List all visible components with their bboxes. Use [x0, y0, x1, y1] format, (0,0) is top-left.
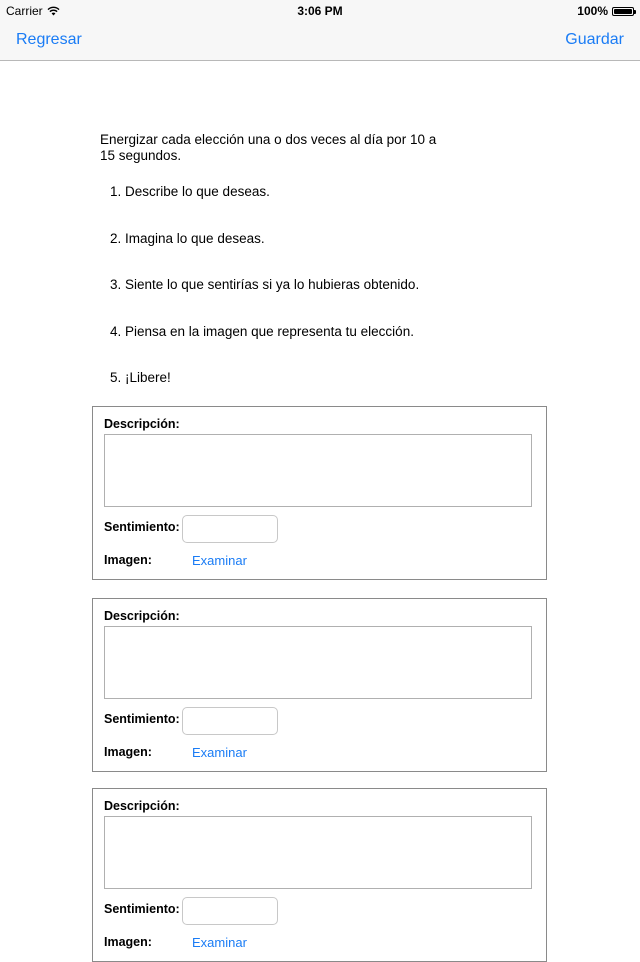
save-button[interactable]: Guardar	[565, 31, 624, 48]
choice-card	[92, 598, 547, 772]
feeling-input[interactable]	[182, 707, 278, 735]
status-bar	[0, 0, 640, 22]
step-item: 2. Imagina lo que deseas.	[110, 231, 265, 246]
image-label: Imagen:	[104, 745, 152, 759]
description-label: Descripción:	[104, 417, 180, 431]
feeling-label: Sentimiento:	[104, 902, 180, 916]
instructions-intro: Energizar cada elección una o dos veces al día por 10 a 15 segundos.	[100, 132, 437, 163]
back-button[interactable]: Regresar	[16, 31, 82, 48]
description-label: Descripción:	[104, 799, 180, 813]
navigation-bar	[0, 22, 640, 61]
status-time: 3:06 PM	[297, 4, 343, 18]
browse-image-button[interactable]: Examinar	[192, 745, 247, 760]
description-textarea[interactable]	[104, 816, 532, 889]
description-textarea[interactable]	[104, 626, 532, 699]
battery-indicator	[577, 4, 634, 18]
step-item: 5. ¡Libere!	[110, 370, 171, 385]
battery-icon	[612, 7, 634, 16]
feeling-input[interactable]	[182, 515, 278, 543]
description-label: Descripción:	[104, 609, 180, 623]
feeling-label: Sentimiento:	[104, 520, 180, 534]
browse-image-button[interactable]: Examinar	[192, 935, 247, 950]
battery-percent: 100%	[577, 4, 608, 18]
carrier-label: Carrier	[6, 4, 43, 18]
browse-image-button[interactable]: Examinar	[192, 553, 247, 568]
description-textarea[interactable]	[104, 434, 532, 507]
image-label: Imagen:	[104, 553, 152, 567]
feeling-label: Sentimiento:	[104, 712, 180, 726]
step-item: 3. Siente lo que sentirías si ya lo hubieras obtenido.	[110, 277, 420, 292]
choice-card	[92, 406, 547, 580]
step-item: 1. Describe lo que deseas.	[110, 184, 270, 199]
step-item: 4. Piensa en la imagen que representa tu elección.	[110, 324, 414, 339]
feeling-input[interactable]	[182, 897, 278, 925]
image-label: Imagen:	[104, 935, 152, 949]
choice-card	[92, 788, 547, 962]
